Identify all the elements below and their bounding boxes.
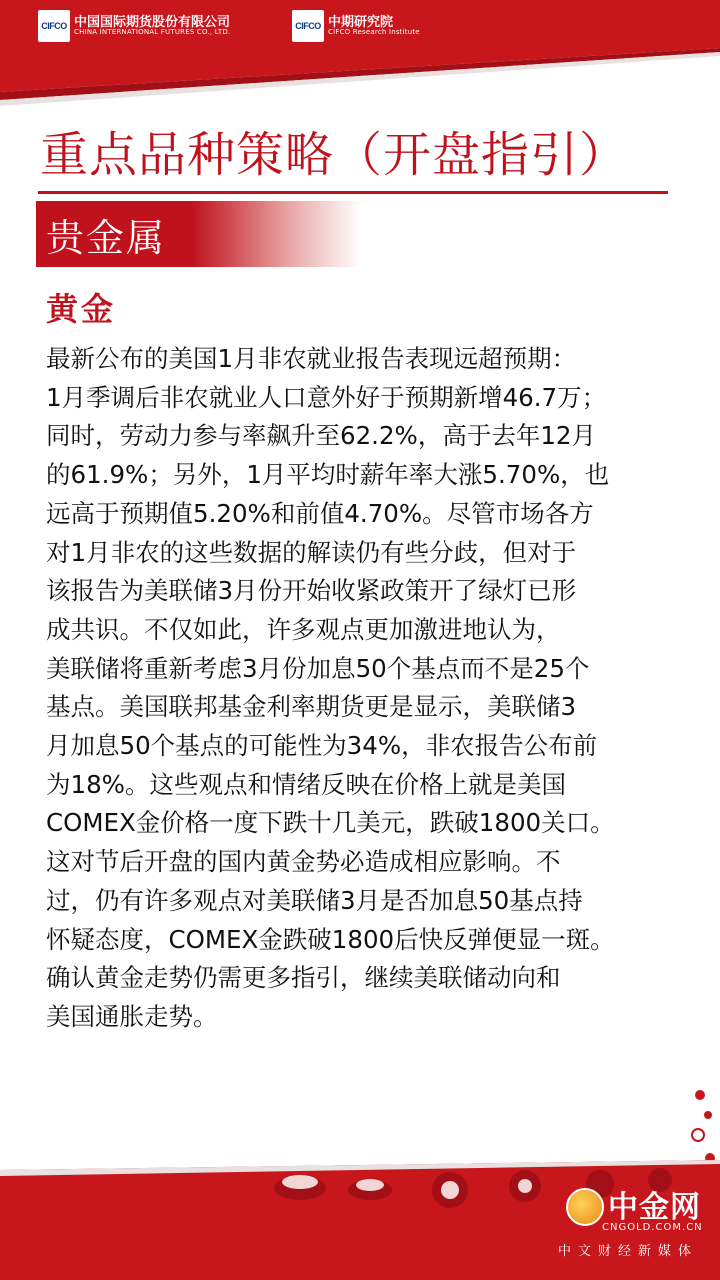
section-title: 贵金属 <box>46 216 167 260</box>
body-line: 远高于预期值5.20%和前值4.70%。尽管市场各方 <box>46 498 594 528</box>
body-line: COMEX金价格一度下跌十几美元，跌破1800关口。 <box>46 808 615 838</box>
subsection-title: 黄金 <box>46 290 117 328</box>
cifco-company-logo <box>38 10 230 42</box>
cifco-research-logo <box>292 10 420 42</box>
footer-domain: CNGOLD.COM.CN <box>602 1222 703 1233</box>
section-banner <box>36 201 361 267</box>
research-name-cn: 中期研究院 <box>328 14 394 30</box>
papercut-decoration-right <box>680 1080 720 1170</box>
body-line: 怀疑态度，COMEX金跌破1800后快反弹便显一斑。 <box>46 924 615 954</box>
page-title: 重点品种策略（开盘指引） <box>40 127 629 183</box>
body-line: 1月季调后非农就业人口意外好于预期新增46.7万； <box>46 382 607 412</box>
footer-slogan: 中文财经新媒体 <box>558 1244 699 1259</box>
company-name-en: CHINA INTERNATIONAL FUTURES CO., LTD. <box>74 28 231 37</box>
body-line: 的61.9%；另外，1月平均时薪年率大涨5.70%，也 <box>46 460 610 490</box>
footer-brand: 中金网 <box>608 1190 701 1225</box>
body-line: 基点。美国联邦基金利率期货更是显示，美联储3 <box>46 692 577 722</box>
body-line: 成共识。不仅如此，许多观点更加激进地认为， <box>46 614 561 644</box>
body-line: 为18%。这些观点和情绪反映在价格上就是美国 <box>46 769 566 799</box>
coin-icon <box>566 1188 604 1226</box>
body-line: 对1月非农的这些数据的解读仍有些分歧，但对于 <box>46 537 577 567</box>
body-line: 月加息50个基点的可能性为34%，非农报告公布前 <box>46 731 598 761</box>
body-line: 美国通胀走势。 <box>46 1001 218 1031</box>
research-logo-mark: CIFCO <box>292 10 324 42</box>
title-divider <box>38 191 668 194</box>
body-line: 该报告为美联储3月份开始收紧政策开了绿灯已形 <box>46 576 577 606</box>
body-paragraph <box>46 340 696 1037</box>
cifco-logo-mark: CIFCO <box>38 10 70 42</box>
company-name-cn: 中国国际期货股份有限公司 <box>74 14 231 30</box>
body-line: 同时，劳动力参与率飙升至62.2%，高于去年12月 <box>46 421 597 451</box>
body-line: 确认黄金走势仍需更多指引，继续美联储动向和 <box>46 963 561 993</box>
body-line: 过，仍有许多观点对美联储3月是否加息50基点持 <box>46 885 583 915</box>
research-name-en: CIFCO Research Institute <box>328 28 420 37</box>
cngold-watermark-logo <box>558 1178 708 1260</box>
body-line: 美联储将重新考虑3月份加息50个基点而不是25个 <box>46 653 590 683</box>
body-line: 最新公布的美国1月非农就业报告表现远超预期： <box>46 344 577 373</box>
body-line: 这对节后开盘的国内黄金势必造成相应影响。不 <box>46 847 561 877</box>
